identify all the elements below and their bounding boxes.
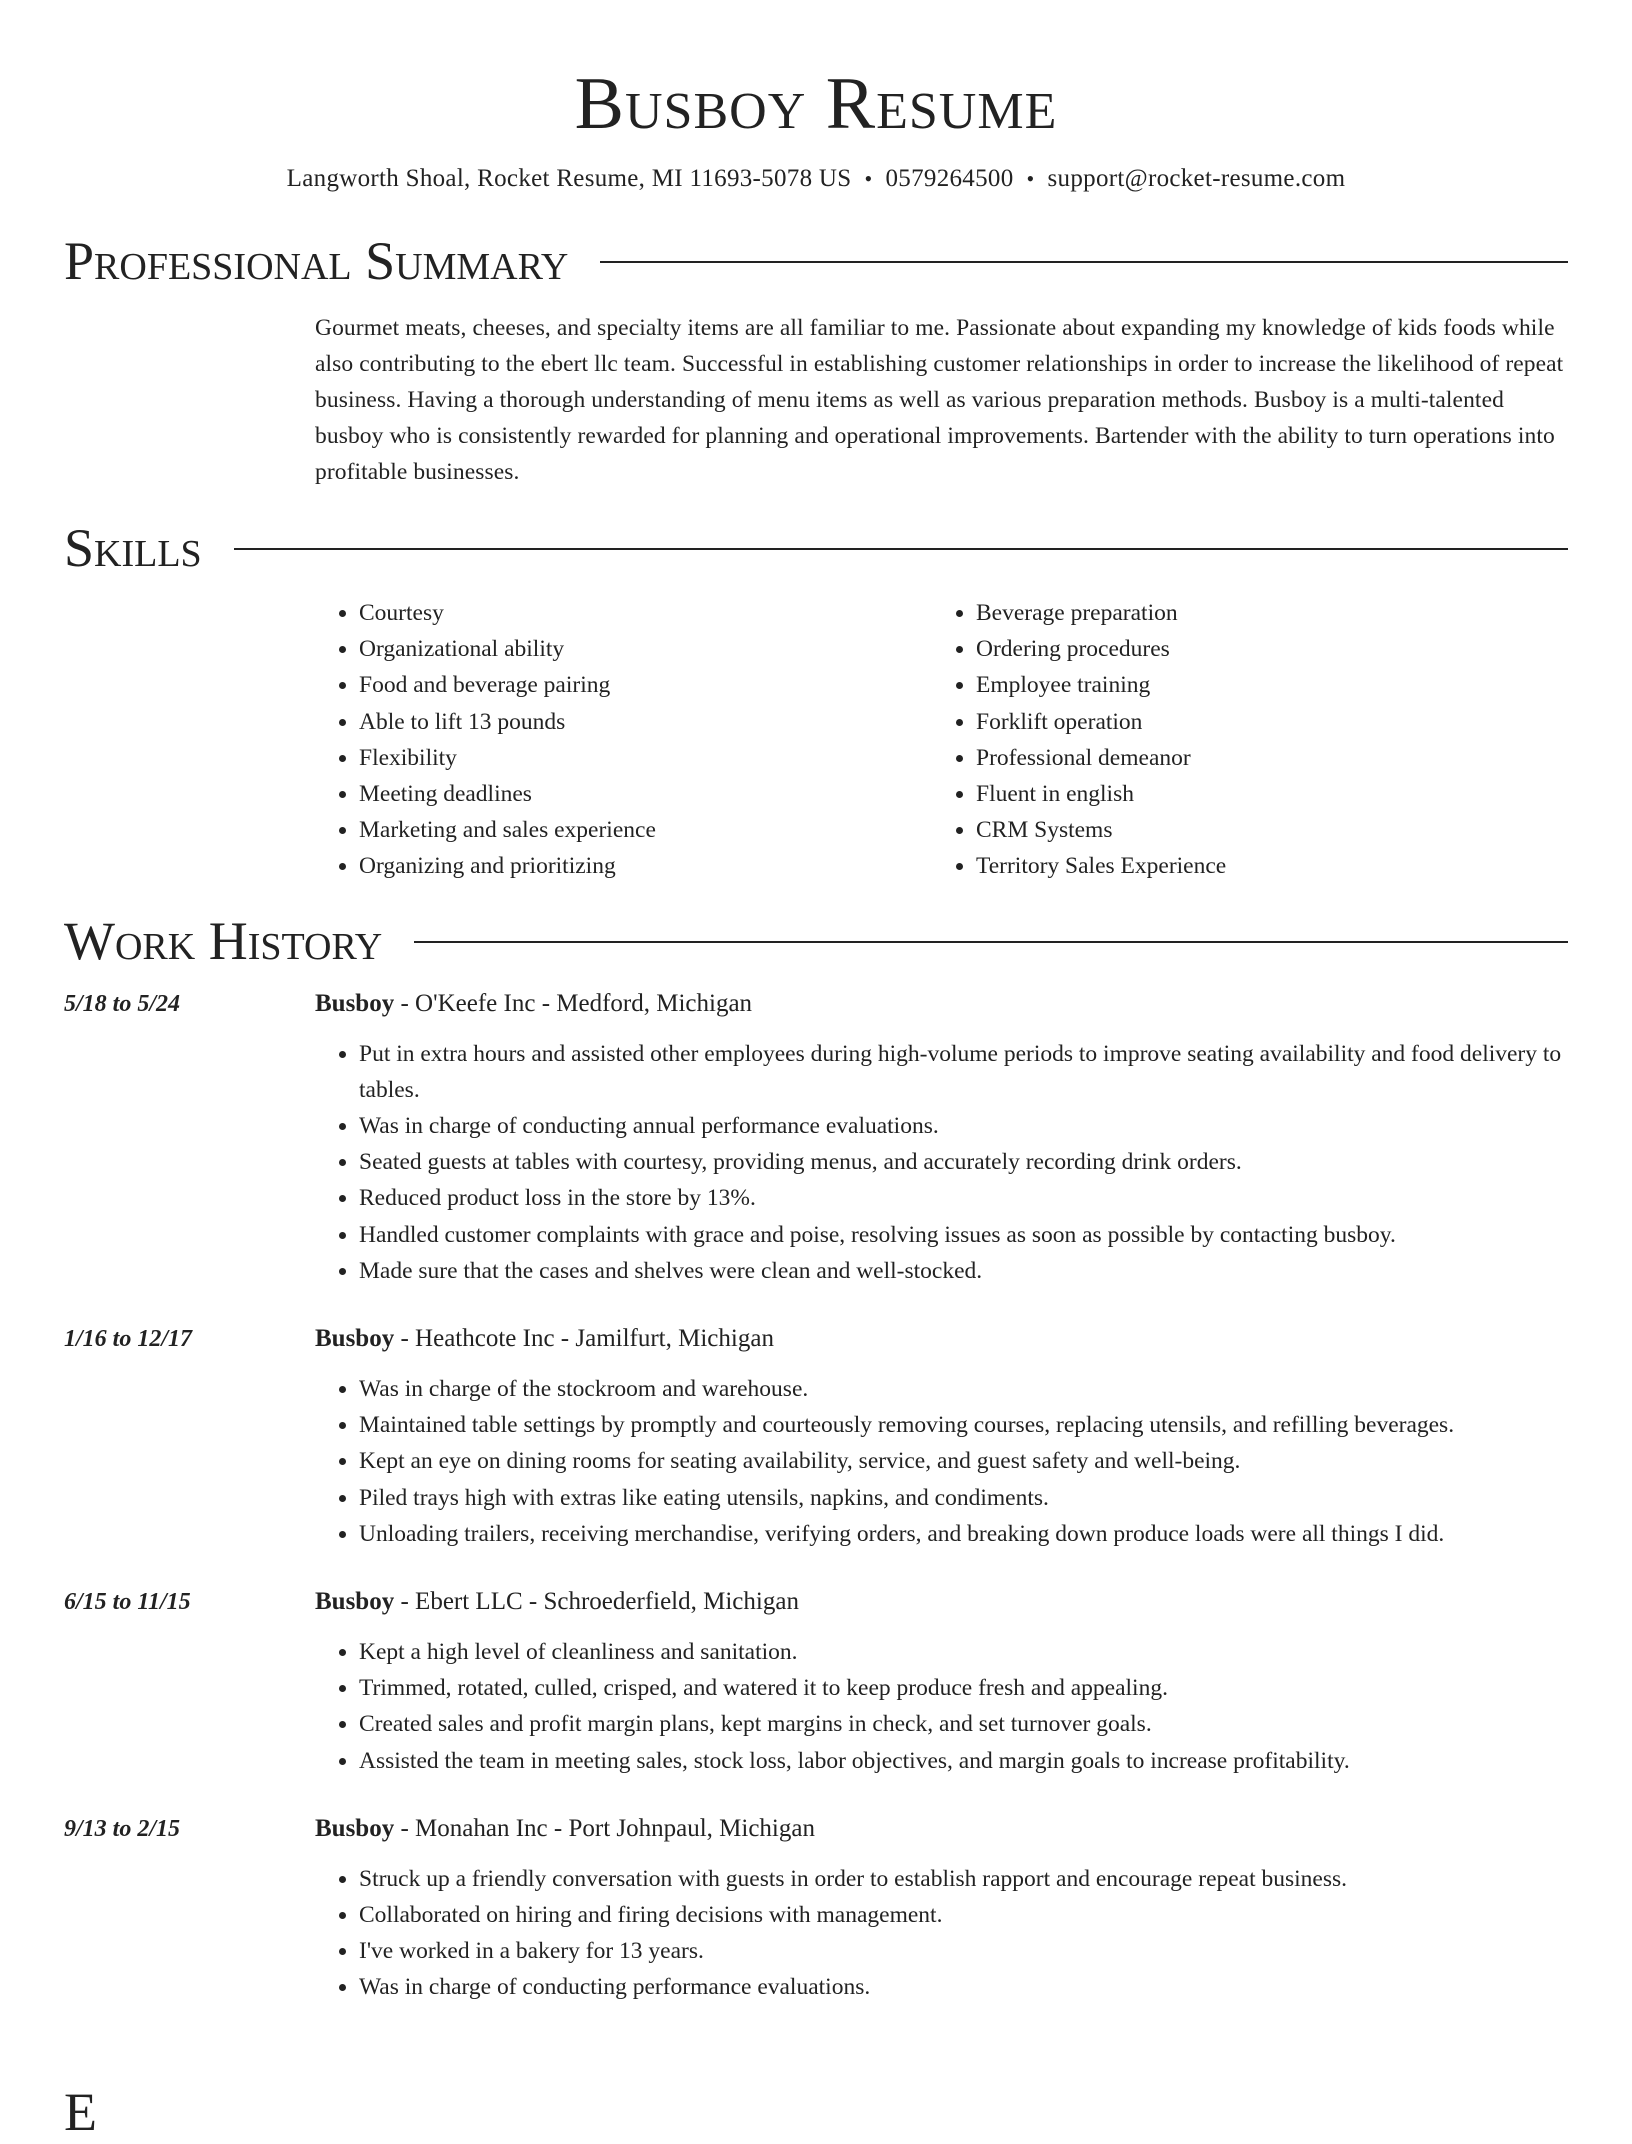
skills-column-left: [315, 595, 932, 885]
job-duty: • Handled customer complaints with grace and poise, resolving issues as soon as possible by contacting busboy.: [359, 1217, 1568, 1253]
next-section-heading-partial: E: [64, 2082, 97, 2142]
job-body: [315, 986, 1568, 1289]
skill-item: • Meeting deadlines: [359, 776, 932, 812]
skill-item: • Beverage preparation: [976, 595, 1549, 631]
skill-item: • Fluent in english: [976, 776, 1549, 812]
job-role: Busboy: [315, 1814, 395, 1842]
job-duty: • Maintained table settings by promptly and courteously removing courses, replacing utensils, and refilling beverages.: [359, 1407, 1568, 1443]
job-dates: 9/13 to 2/15: [64, 1815, 181, 1842]
job-body: [315, 1321, 1568, 1552]
bullet-separator: •: [1026, 166, 1035, 191]
contact-address: Langworth Shoal, Rocket Resume, MI 11693-5078 US: [286, 165, 852, 192]
job-duty: • Unloading trailers, receiving merchandise, verifying orders, and breaking down produce loads were all things I did.: [359, 1516, 1568, 1552]
job-duty: • Piled trays high with extras like eating utensils, napkins, and condiments.: [359, 1480, 1568, 1516]
skill-item: • Organizing and prioritizing: [359, 848, 932, 884]
job-duty: • I've worked in a bakery for 13 years.: [359, 1933, 1568, 1969]
job-duty: • Made sure that the cases and shelves were clean and well-stocked.: [359, 1253, 1568, 1289]
job-title-line: [315, 1811, 1568, 1847]
job-duty: • Was in charge of conducting performance evaluations.: [359, 1969, 1568, 2005]
skills-column-right: [932, 595, 1549, 885]
job-title-line: [315, 1584, 1568, 1620]
skill-item: • Forklift operation: [976, 704, 1549, 740]
contact-email: support@rocket-resume.com: [1047, 165, 1346, 192]
skill-item: • CRM Systems: [976, 812, 1549, 848]
contact-phone: 0579264500: [885, 165, 1014, 192]
section-divider: [234, 548, 1568, 550]
skill-item: • Able to lift 13 pounds: [359, 704, 932, 740]
job-duties: [315, 1861, 1568, 2006]
job-duty: • Put in extra hours and assisted other employees during high-volume periods to improve seating availability and food delivery to tables.: [359, 1036, 1568, 1108]
work-section-header: [64, 909, 1568, 973]
job-company: - O'Keefe Inc - Medford, Michigan: [394, 989, 753, 1017]
section-divider: [414, 941, 1568, 943]
job-duty: • Reduced product loss in the store by 13%.: [359, 1180, 1568, 1216]
work-entry: [64, 986, 1568, 1289]
job-company: - Heathcote Inc - Jamilfurt, Michigan: [394, 1325, 774, 1353]
job-duty: • Kept an eye on dining rooms for seating availability, service, and guest safety and well-being.: [359, 1443, 1568, 1479]
job-duty: • Was in charge of conducting annual performance evaluations.: [359, 1108, 1568, 1144]
job-duty: • Collaborated on hiring and firing decisions with management.: [359, 1897, 1568, 1933]
job-company: - Ebert LLC - Schroederfield, Michigan: [394, 1588, 799, 1616]
bullet-separator: •: [864, 166, 873, 191]
job-role: Busboy: [315, 989, 395, 1017]
section-divider: [600, 261, 1568, 263]
work-entry: [64, 1321, 1568, 1552]
job-body: [315, 1584, 1568, 1779]
job-body: [315, 1811, 1568, 2006]
job-company: - Monahan Inc - Port Johnpaul, Michigan: [394, 1814, 815, 1842]
job-title-line: [315, 986, 1568, 1022]
work-entry: [64, 1584, 1568, 1779]
job-duty: • Assisted the team in meeting sales, stock loss, labor objectives, and margin goals to increase profitability.: [359, 1743, 1568, 1779]
skill-item: • Territory Sales Experience: [976, 848, 1549, 884]
skill-item: • Ordering procedures: [976, 631, 1549, 667]
skills-heading: Skills: [64, 518, 202, 578]
skill-item: • Organizational ability: [359, 631, 932, 667]
resume-name: Busboy Resume: [574, 63, 1058, 145]
skill-item: • Marketing and sales experience: [359, 812, 932, 848]
job-duties: [315, 1036, 1568, 1289]
job-duties: [315, 1371, 1568, 1552]
work-heading: Work History: [64, 910, 383, 971]
job-duty: • Struck up a friendly conversation with guests in order to establish rapport and encourage repeat business.: [359, 1861, 1568, 1897]
contact-line: [64, 163, 1568, 195]
skill-item: • Food and beverage pairing: [359, 667, 932, 703]
resume-page: [64, 0, 1568, 2142]
job-duties: [315, 1634, 1568, 1779]
skills-section-header: [64, 516, 1568, 580]
summary-section-header: [64, 229, 1568, 293]
summary-heading: Professional Summary: [64, 231, 569, 291]
job-role: Busboy: [315, 1588, 395, 1616]
job-duty: • Was in charge of the stockroom and warehouse.: [359, 1371, 1568, 1407]
job-role: Busboy: [315, 1325, 395, 1353]
skill-item: • Courtesy: [359, 595, 932, 631]
job-duty: • Seated guests at tables with courtesy, providing menus, and accurately recording drink orders.: [359, 1144, 1568, 1180]
skills-list: [315, 595, 1568, 885]
job-dates: 1/16 to 12/17: [64, 1326, 193, 1353]
job-title-line: [315, 1321, 1568, 1357]
job-duty: • Created sales and profit margin plans, kept margins in check, and set turnover goals.: [359, 1706, 1568, 1742]
skill-item: • Employee training: [976, 667, 1549, 703]
skill-item: • Flexibility: [359, 740, 932, 776]
job-duty: • Kept a high level of cleanliness and sanitation.: [359, 1634, 1568, 1670]
work-entry: [64, 1811, 1568, 2006]
job-duty: • Trimmed, rotated, culled, crisped, and watered it to keep produce fresh and appealing.: [359, 1670, 1568, 1706]
job-dates: 5/18 to 5/24: [64, 990, 181, 1017]
summary-text: Gourmet meats, cheeses, and specialty items are all familiar to me. Passionate about expanding my knowledge of kids foods while also contributing to the ebert llc team. Successful in establishing customer relationships in order to increase the likelihood of repeat business. Having a thorough understanding of menu items as well as various preparation methods. Busboy is a multi-talented busboy who is consistently rewarded for planning and operational improvements. Bartender with the ability to turn operations into profitable businesses.: [315, 315, 1564, 485]
skill-item: • Professional demeanor: [976, 740, 1549, 776]
job-dates: 6/15 to 11/15: [64, 1589, 191, 1616]
